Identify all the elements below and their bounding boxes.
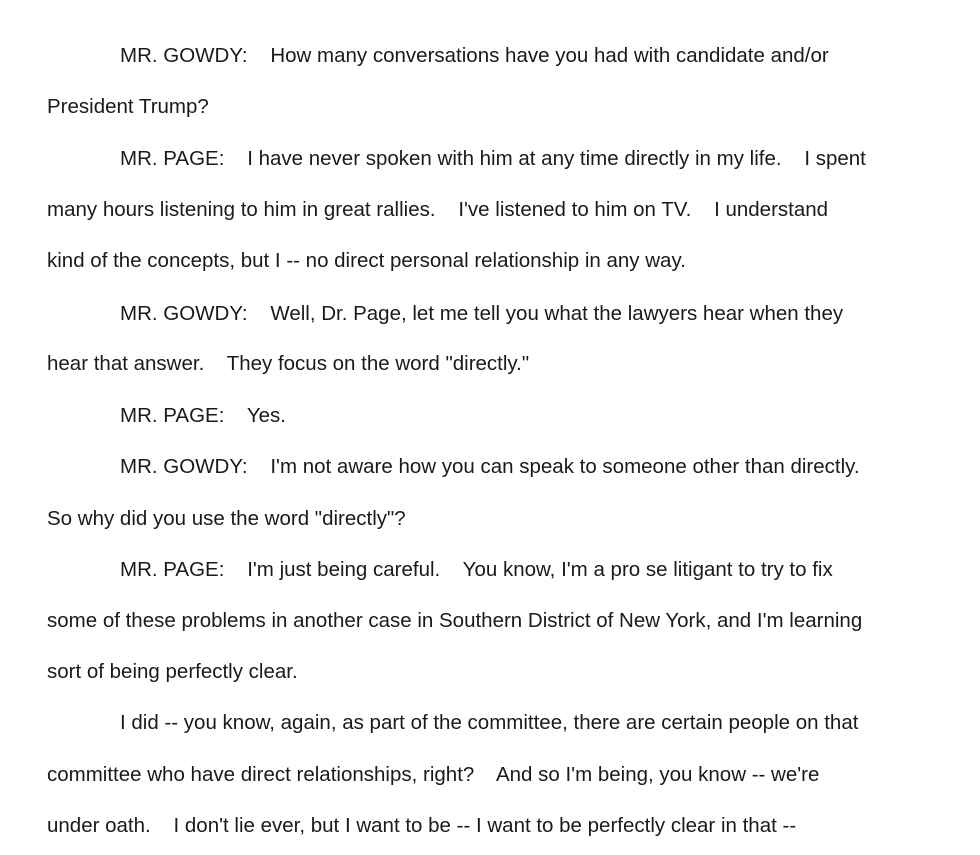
transcript-line-page-answer: MR. PAGE: I have never spoken with him at any time directly in my life. I spent [120, 147, 866, 170]
transcript-line: many hours listening to him in great rallies. I've listened to him on TV. I understand [47, 198, 829, 221]
transcript-line: under oath. I don't lie ever, but I want to be -- I want to be perfectly clear in that -- [47, 814, 797, 837]
transcript-line: kind of the concepts, but I -- no direct personal relationship in any way. [47, 249, 686, 272]
transcript-line-paragraph-start: I did -- you know, again, as part of the committee, there are certain people on that [120, 711, 859, 734]
transcript-line-gowdy-question: MR. GOWDY: I'm not aware how you can speak to someone other than directly. [120, 455, 860, 478]
transcript-line: sort of being perfectly clear. [47, 660, 298, 683]
transcript-line: So why did you use the word "directly"? [47, 507, 406, 530]
transcript-line-gowdy-question: MR. GOWDY: How many conversations have you had with candidate and/or [120, 44, 829, 67]
transcript-line-page-answer: MR. PAGE: I'm just being careful. You know, I'm a pro se litigant to try to fix [120, 558, 833, 581]
transcript-line-page-answer: MR. PAGE: Yes. [120, 404, 286, 427]
transcript-line: President Trump? [47, 95, 209, 118]
transcript-line: hear that answer. They focus on the word "directly." [47, 352, 530, 375]
transcript-line: some of these problems in another case in Southern District of New York, and I'm learning [47, 609, 863, 632]
transcript-line-gowdy-question: MR. GOWDY: Well, Dr. Page, let me tell you what the lawyers hear when they [120, 302, 844, 325]
transcript-line: committee who have direct relationships, right? And so I'm being, you know -- we're [47, 763, 820, 786]
